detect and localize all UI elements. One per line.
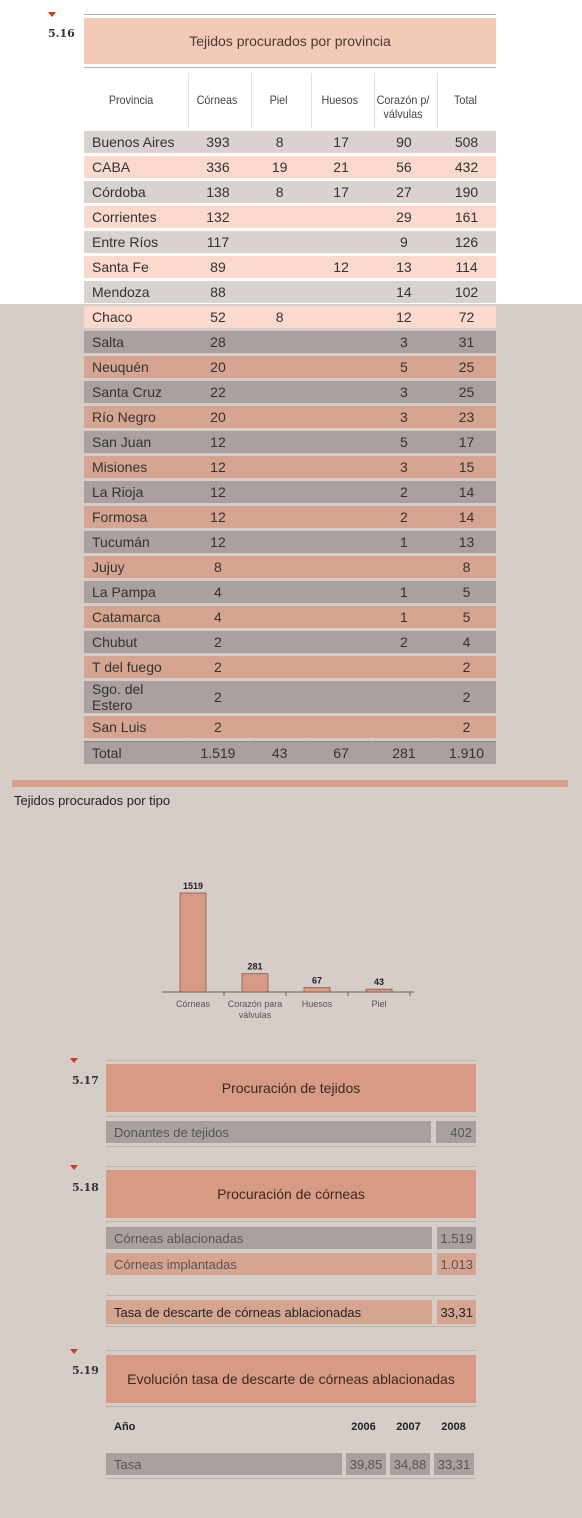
value-cell: 12 — [371, 306, 434, 328]
table-row — [84, 256, 496, 278]
value-cell: 508 — [434, 131, 496, 153]
value-cell — [248, 206, 308, 228]
value-cell: 25 — [434, 356, 496, 378]
table-row — [106, 1300, 476, 1324]
province-cell: Chaco — [84, 306, 185, 328]
bar-chart — [150, 860, 430, 1040]
table-row — [84, 231, 496, 253]
value-cell: 56 — [371, 156, 434, 178]
value-cell — [308, 656, 371, 678]
value-cell: 126 — [434, 231, 496, 253]
col-header: 2006 — [351, 1421, 376, 1433]
category-label: válvulas — [238, 1010, 272, 1020]
table-row — [84, 406, 496, 428]
value-cell — [248, 231, 308, 253]
section-number: 5.17 — [72, 1074, 99, 1087]
table-row — [84, 716, 496, 738]
value-cell: 89 — [185, 256, 248, 278]
value-cell: 138 — [185, 181, 248, 203]
data-label: 281 — [247, 961, 263, 972]
value-cell: 4 — [185, 581, 248, 603]
value-cell — [248, 456, 308, 478]
value-cell — [248, 581, 308, 603]
value-cell: 132 — [185, 206, 248, 228]
province-cell: Corrientes — [84, 206, 185, 228]
bar — [242, 974, 268, 992]
value-cell — [308, 331, 371, 353]
table-row — [84, 606, 496, 628]
value-cell: 12 — [185, 506, 248, 528]
value-cell — [248, 716, 308, 738]
col-header: 2008 — [441, 1421, 466, 1433]
table-header-row — [84, 73, 496, 128]
value-cell — [308, 431, 371, 453]
value-cell: 13 — [371, 256, 434, 278]
row-value: 402 — [436, 1121, 476, 1143]
value-cell: 2 — [185, 631, 248, 653]
value-cell: 12 — [185, 481, 248, 503]
value-cell — [308, 606, 371, 628]
value-cell — [308, 406, 371, 428]
value-cell: 12 — [185, 431, 248, 453]
value-cell — [308, 506, 371, 528]
data-label: 67 — [311, 975, 323, 986]
divider — [106, 1406, 476, 1407]
value-cell: 14 — [371, 281, 434, 303]
table-row — [84, 481, 496, 503]
value-cell — [308, 581, 371, 603]
value-cell — [248, 531, 308, 553]
value-cell: 3 — [371, 381, 434, 403]
value-cell: 4 — [185, 606, 248, 628]
value-cell — [308, 356, 371, 378]
col-header: Piel — [251, 73, 305, 128]
value-cell — [308, 206, 371, 228]
value-cell — [308, 531, 371, 553]
value-cell: 8 — [434, 556, 496, 578]
value-cell: 2 — [185, 716, 248, 738]
chart-title: Tejidos procurados por tipo — [14, 793, 171, 808]
section-marker-icon — [70, 1165, 78, 1170]
category-label: Piel — [371, 999, 387, 1009]
value-cell: 3 — [371, 331, 434, 353]
value-cell: 17 — [308, 131, 371, 153]
col-header: Corazón p/ válvulas — [374, 73, 431, 128]
table-row — [106, 1453, 474, 1475]
province-cell: Buenos Aires — [84, 131, 185, 153]
row-value: 1.519 — [437, 1227, 476, 1249]
table-row — [84, 506, 496, 528]
divider — [106, 1478, 476, 1479]
table-row — [84, 306, 496, 328]
value-cell: 27 — [371, 181, 434, 203]
value-cell: 8 — [248, 131, 308, 153]
value-cell: 1 — [371, 531, 434, 553]
row-value: 1.013 — [437, 1253, 476, 1275]
table-row — [106, 1253, 476, 1275]
province-cell: La Rioja — [84, 481, 185, 503]
table-row — [84, 156, 496, 178]
total-cell: 1.519 — [185, 741, 248, 764]
province-cell: Chubut — [84, 631, 185, 653]
table-title: Evolución tasa de descarte de córneas ablacionadas — [106, 1355, 476, 1403]
col-header: 2007 — [396, 1421, 421, 1433]
total-cell: 1.910 — [434, 741, 496, 764]
divider — [106, 1221, 476, 1222]
bar — [304, 988, 330, 992]
value-cell: 28 — [185, 331, 248, 353]
row-value: 33,31 — [434, 1453, 474, 1475]
province-cell: San Luis — [84, 716, 185, 738]
divider — [106, 1146, 476, 1147]
section-marker-icon — [48, 12, 56, 17]
data-label: 43 — [373, 977, 385, 988]
value-cell — [248, 331, 308, 353]
table-row — [84, 281, 496, 303]
value-cell: 12 — [308, 256, 371, 278]
chart-top-rule — [12, 780, 568, 787]
value-cell — [248, 481, 308, 503]
value-cell — [248, 256, 308, 278]
value-cell — [371, 681, 434, 713]
value-cell: 20 — [185, 356, 248, 378]
table-header-row — [106, 1416, 476, 1438]
value-cell — [308, 716, 371, 738]
value-cell — [248, 506, 308, 528]
value-cell: 1 — [371, 606, 434, 628]
table-row — [84, 331, 496, 353]
total-cell: 67 — [308, 741, 371, 764]
value-cell: 8 — [185, 556, 248, 578]
province-table — [84, 70, 496, 767]
value-cell: 336 — [185, 156, 248, 178]
value-cell: 190 — [434, 181, 496, 203]
value-cell: 5 — [434, 581, 496, 603]
province-cell: Sgo. del Estero — [84, 681, 185, 713]
value-cell: 13 — [434, 531, 496, 553]
province-cell: Jujuy — [84, 556, 185, 578]
province-cell: Tucumán — [84, 531, 185, 553]
bar — [180, 893, 206, 992]
table-row — [84, 431, 496, 453]
row-label: Córneas implantadas — [106, 1253, 432, 1275]
total-label: Total — [84, 741, 185, 764]
category-label: Huesos — [301, 999, 333, 1009]
row-label: Tasa — [106, 1453, 342, 1475]
province-cell: Formosa — [84, 506, 185, 528]
value-cell: 2 — [434, 681, 496, 713]
divider — [84, 14, 496, 15]
table-row — [106, 1227, 476, 1249]
value-cell: 29 — [371, 206, 434, 228]
value-cell: 2 — [371, 481, 434, 503]
table-row — [84, 356, 496, 378]
value-cell — [308, 231, 371, 253]
value-cell — [248, 356, 308, 378]
divider — [106, 1295, 476, 1296]
province-cell: CABA — [84, 156, 185, 178]
value-cell: 12 — [185, 456, 248, 478]
value-cell — [371, 716, 434, 738]
value-cell: 15 — [434, 456, 496, 478]
province-cell: Entre Ríos — [84, 231, 185, 253]
value-cell: 52 — [185, 306, 248, 328]
value-cell: 17 — [434, 431, 496, 453]
value-cell — [248, 681, 308, 713]
value-cell — [308, 631, 371, 653]
table-row — [84, 131, 496, 153]
value-cell: 72 — [434, 306, 496, 328]
value-cell: 2 — [185, 681, 248, 713]
value-cell: 12 — [185, 531, 248, 553]
section-marker-icon — [70, 1058, 78, 1063]
divider — [106, 1060, 476, 1061]
province-cell: T del fuego — [84, 656, 185, 678]
value-cell: 393 — [185, 131, 248, 153]
value-cell — [248, 431, 308, 453]
total-cell: 43 — [248, 741, 308, 764]
value-cell — [371, 656, 434, 678]
value-cell: 117 — [185, 231, 248, 253]
value-cell: 22 — [185, 381, 248, 403]
table-title: Procuración de córneas — [106, 1170, 476, 1218]
province-cell: Río Negro — [84, 406, 185, 428]
value-cell: 432 — [434, 156, 496, 178]
value-cell: 20 — [185, 406, 248, 428]
table-row — [84, 581, 496, 603]
row-value: 39,85 — [346, 1453, 386, 1475]
value-cell: 3 — [371, 456, 434, 478]
value-cell — [371, 556, 434, 578]
table-row — [84, 456, 496, 478]
value-cell: 4 — [434, 631, 496, 653]
province-cell: Santa Cruz — [84, 381, 185, 403]
table-row — [106, 1121, 476, 1143]
category-label: Corazón para — [227, 999, 283, 1009]
value-cell — [248, 281, 308, 303]
value-cell: 1 — [371, 581, 434, 603]
row-label: Donantes de tejidos — [106, 1121, 431, 1143]
divider — [106, 1116, 476, 1117]
value-cell — [248, 556, 308, 578]
province-cell: Santa Fe — [84, 256, 185, 278]
value-cell — [308, 456, 371, 478]
value-cell: 5 — [434, 606, 496, 628]
value-cell — [248, 606, 308, 628]
value-cell: 25 — [434, 381, 496, 403]
table-row — [84, 681, 496, 713]
value-cell: 2 — [434, 716, 496, 738]
section-number: 5.19 — [72, 1364, 99, 1377]
value-cell: 14 — [434, 481, 496, 503]
value-cell: 5 — [371, 431, 434, 453]
divider — [106, 1166, 476, 1167]
total-cell: 281 — [371, 741, 434, 764]
value-cell — [308, 306, 371, 328]
province-cell: Neuquén — [84, 356, 185, 378]
province-cell: Córdoba — [84, 181, 185, 203]
value-cell: 2 — [434, 656, 496, 678]
section-number: 5.16 — [48, 27, 75, 40]
col-header: Provincia — [108, 93, 154, 107]
province-cell: La Pampa — [84, 581, 185, 603]
value-cell: 17 — [308, 181, 371, 203]
value-cell: 8 — [248, 306, 308, 328]
table-title: Tejidos procurados por provincia — [84, 18, 496, 64]
value-cell: 21 — [308, 156, 371, 178]
table-row — [84, 531, 496, 553]
value-cell: 88 — [185, 281, 248, 303]
row-value: 34,88 — [390, 1453, 430, 1475]
value-cell: 9 — [371, 231, 434, 253]
province-cell: Catamarca — [84, 606, 185, 628]
data-label: 1519 — [182, 881, 204, 891]
value-cell: 161 — [434, 206, 496, 228]
table-row — [84, 181, 496, 203]
province-cell: Mendoza — [84, 281, 185, 303]
value-cell: 31 — [434, 331, 496, 353]
value-cell: 2 — [371, 631, 434, 653]
table-row — [84, 556, 496, 578]
col-header: Córneas — [188, 73, 245, 128]
value-cell: 8 — [248, 181, 308, 203]
value-cell: 114 — [434, 256, 496, 278]
table-row — [84, 656, 496, 678]
value-cell — [308, 556, 371, 578]
value-cell — [248, 381, 308, 403]
bar — [366, 989, 392, 992]
table-row — [84, 381, 496, 403]
value-cell — [308, 481, 371, 503]
table-total-row — [84, 741, 496, 764]
divider — [84, 67, 496, 68]
table-row — [84, 206, 496, 228]
divider — [106, 1326, 476, 1327]
category-label: Córneas — [175, 999, 211, 1009]
value-cell: 102 — [434, 281, 496, 303]
section-number: 5.18 — [72, 1181, 99, 1194]
col-header: Huesos — [311, 73, 367, 128]
value-cell: 3 — [371, 406, 434, 428]
value-cell — [308, 281, 371, 303]
province-cell: San Juan — [84, 431, 185, 453]
col-header: Total — [437, 73, 493, 128]
value-cell: 90 — [371, 131, 434, 153]
divider — [106, 1350, 476, 1351]
value-cell: 23 — [434, 406, 496, 428]
value-cell: 14 — [434, 506, 496, 528]
table-title: Procuración de tejidos — [106, 1064, 476, 1112]
value-cell — [308, 381, 371, 403]
province-cell: Misiones — [84, 456, 185, 478]
value-cell: 5 — [371, 356, 434, 378]
value-cell — [248, 656, 308, 678]
province-cell: Salta — [84, 331, 185, 353]
value-cell: 2 — [371, 506, 434, 528]
value-cell — [308, 681, 371, 713]
row-value: 33,31 — [437, 1300, 476, 1324]
row-label: Córneas ablacionadas — [106, 1227, 432, 1249]
row-label: Tasa de descarte de córneas ablacionadas — [106, 1300, 432, 1324]
value-cell: 2 — [185, 656, 248, 678]
value-cell — [248, 406, 308, 428]
value-cell: 19 — [248, 156, 308, 178]
value-cell — [248, 631, 308, 653]
table-row — [84, 631, 496, 653]
col-header: Año — [114, 1421, 136, 1433]
section-marker-icon — [70, 1349, 78, 1354]
